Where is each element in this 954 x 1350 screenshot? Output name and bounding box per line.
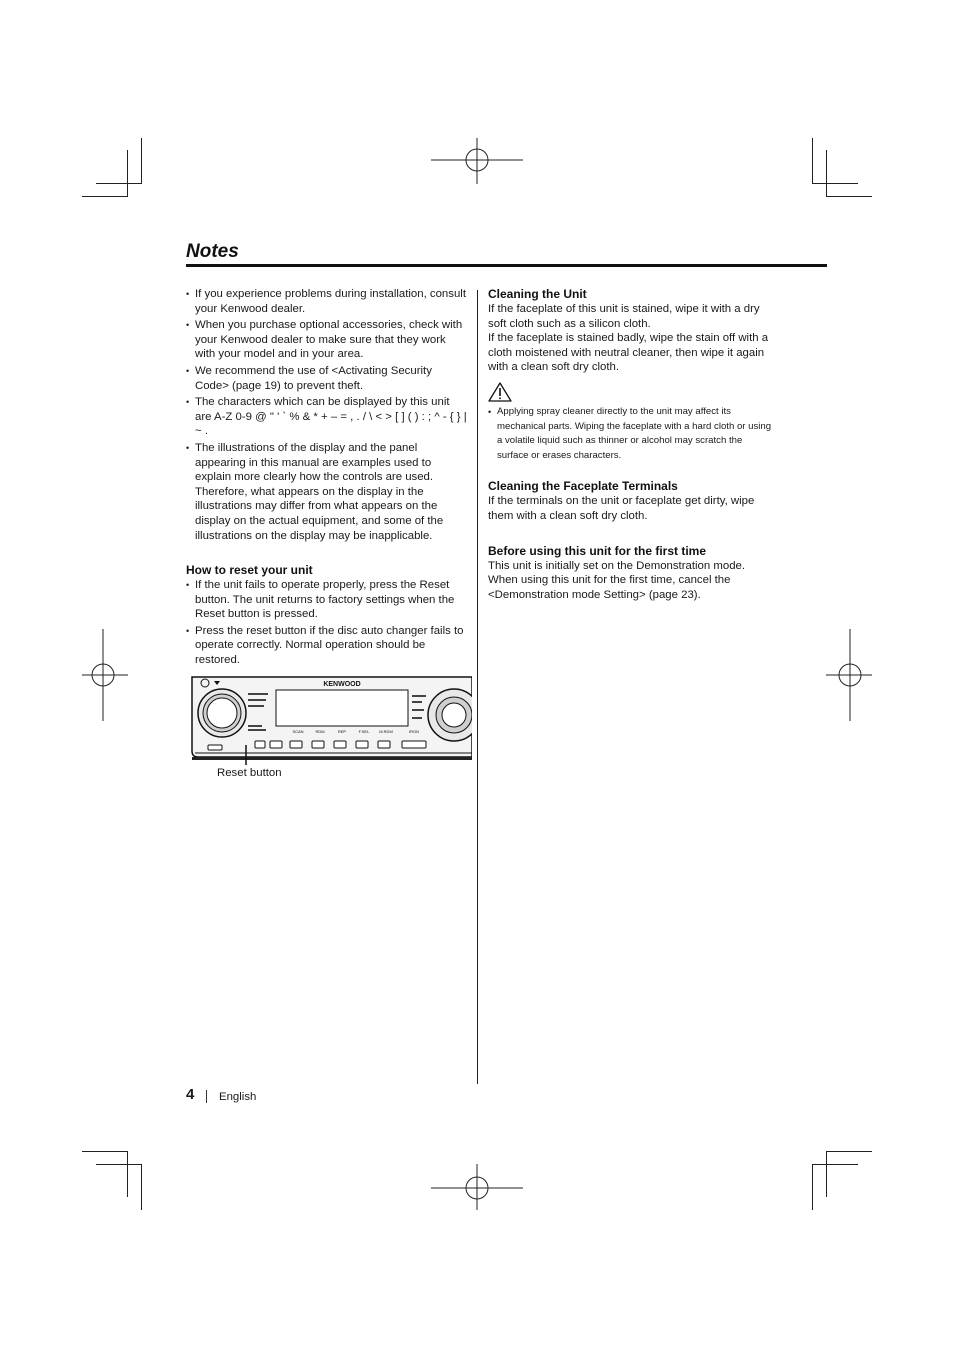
- cleaning-terminals-text: If the terminals on the unit or faceplate get dirty, wipe them with a clean soft dry cloth.: [488, 495, 755, 522]
- list-item: • The characters which can be displayed by this unit are A-Z 0-9 @ " ' ` % & * + – = , . / \ < > [ ] ( ) : ; ^ - { } | ~ .: [186, 395, 468, 439]
- crop-mark: [826, 150, 827, 196]
- button-label-rdm: RDM: [315, 729, 325, 734]
- crop-mark: [812, 183, 858, 184]
- list-item: • Applying spray cleaner directly to the unit may affect its mechanical parts. Wiping the faceplate with a hard cloth or using a volatile liquid such as thinner or alcohol may scratch the surface or erases characters.: [488, 405, 772, 463]
- reset-heading: How to reset your unit: [186, 563, 313, 578]
- list-item: • If the unit fails to operate properly, press the Reset button. The unit returns to factory settings when the Reset button is pressed.: [186, 578, 468, 622]
- button-label-iron: IRON: [409, 729, 419, 734]
- button-label-fsel: F.SEL: [358, 729, 370, 734]
- list-item: • The illustrations of the display and the panel appearing in this manual are examples used to explain more clearly how the controls are used. Therefore, what appears on the display in the illustrations may differ from what appears on the display on the actual equipment, and some of the illustrations on the display may be inapplicable.: [186, 441, 468, 543]
- crop-mark: [127, 150, 128, 196]
- cleaning-terminals-heading: Cleaning the Faceplate Terminals: [488, 479, 678, 494]
- caution-list: [488, 405, 772, 463]
- crop-mark: [141, 138, 142, 184]
- registration-mark-icon: [82, 629, 128, 721]
- button-label-scan: SCAN: [292, 729, 304, 734]
- crop-mark: [82, 196, 128, 197]
- reset-button: [255, 741, 265, 748]
- cleaning-unit-text: If the faceplate is stained badly, wipe the stain off with a cloth moistened with neutral cleaner, then wipe it again with a clean soft dry cloth.: [488, 332, 769, 374]
- crop-mark: [812, 1164, 858, 1165]
- language-label: English: [219, 1091, 257, 1103]
- crop-mark: [82, 1151, 128, 1152]
- crop-mark: [826, 1151, 872, 1152]
- crop-mark: [127, 1151, 128, 1197]
- crop-mark: [96, 183, 142, 184]
- warning-triangle-icon: [488, 382, 512, 402]
- faceplate-illustration: [190, 675, 472, 765]
- list-item: • We recommend the use of <Activating Security Code> (page 19) to prevent theft.: [186, 364, 468, 393]
- crop-mark: [812, 138, 813, 184]
- registration-mark-icon: [826, 629, 872, 721]
- reset-list: [186, 578, 468, 668]
- button-label-mrdm: M.RDM: [379, 729, 393, 734]
- cleaning-unit-heading: Cleaning the Unit: [488, 287, 587, 301]
- list-item: • If you experience problems during installation, consult your Kenwood dealer.: [186, 287, 468, 316]
- column-divider: [477, 290, 478, 1084]
- reset-button-caption: Reset button: [217, 767, 282, 779]
- right-column: [488, 287, 772, 602]
- crop-mark: [826, 196, 872, 197]
- crop-mark: [96, 1164, 142, 1165]
- footer-separator: [206, 1090, 207, 1103]
- notes-list: [186, 287, 468, 543]
- crop-mark: [826, 1151, 827, 1197]
- registration-mark-icon: [431, 1164, 523, 1210]
- left-column: [186, 287, 468, 670]
- button-label-rep: REP: [337, 729, 347, 734]
- page-number: 4: [186, 1086, 195, 1103]
- page-title: Notes: [186, 241, 239, 262]
- cleaning-unit-text: If the faceplate of this unit is stained, wipe it with a dry soft cloth such as a silicon cloth.: [488, 303, 760, 330]
- crop-mark: [141, 1164, 142, 1210]
- crop-mark: [812, 1164, 813, 1210]
- list-item: • When you purchase optional accessories, check with your Kenwood dealer to make sure that they work with your model and in your area.: [186, 318, 468, 362]
- first-time-text: This unit is initially set on the Demonstration mode. When using this unit for the first time, cancel the <Demonstration mode Setting> (page 23).: [488, 559, 746, 601]
- registration-mark-icon: [431, 138, 523, 184]
- title-rule: [186, 264, 827, 267]
- brand-label: KENWOOD: [323, 681, 361, 688]
- list-item: • Press the reset button if the disc auto changer fails to operate correctly. Normal operation should be restored.: [186, 624, 468, 668]
- first-time-heading: Before using this unit for the first time: [488, 543, 707, 558]
